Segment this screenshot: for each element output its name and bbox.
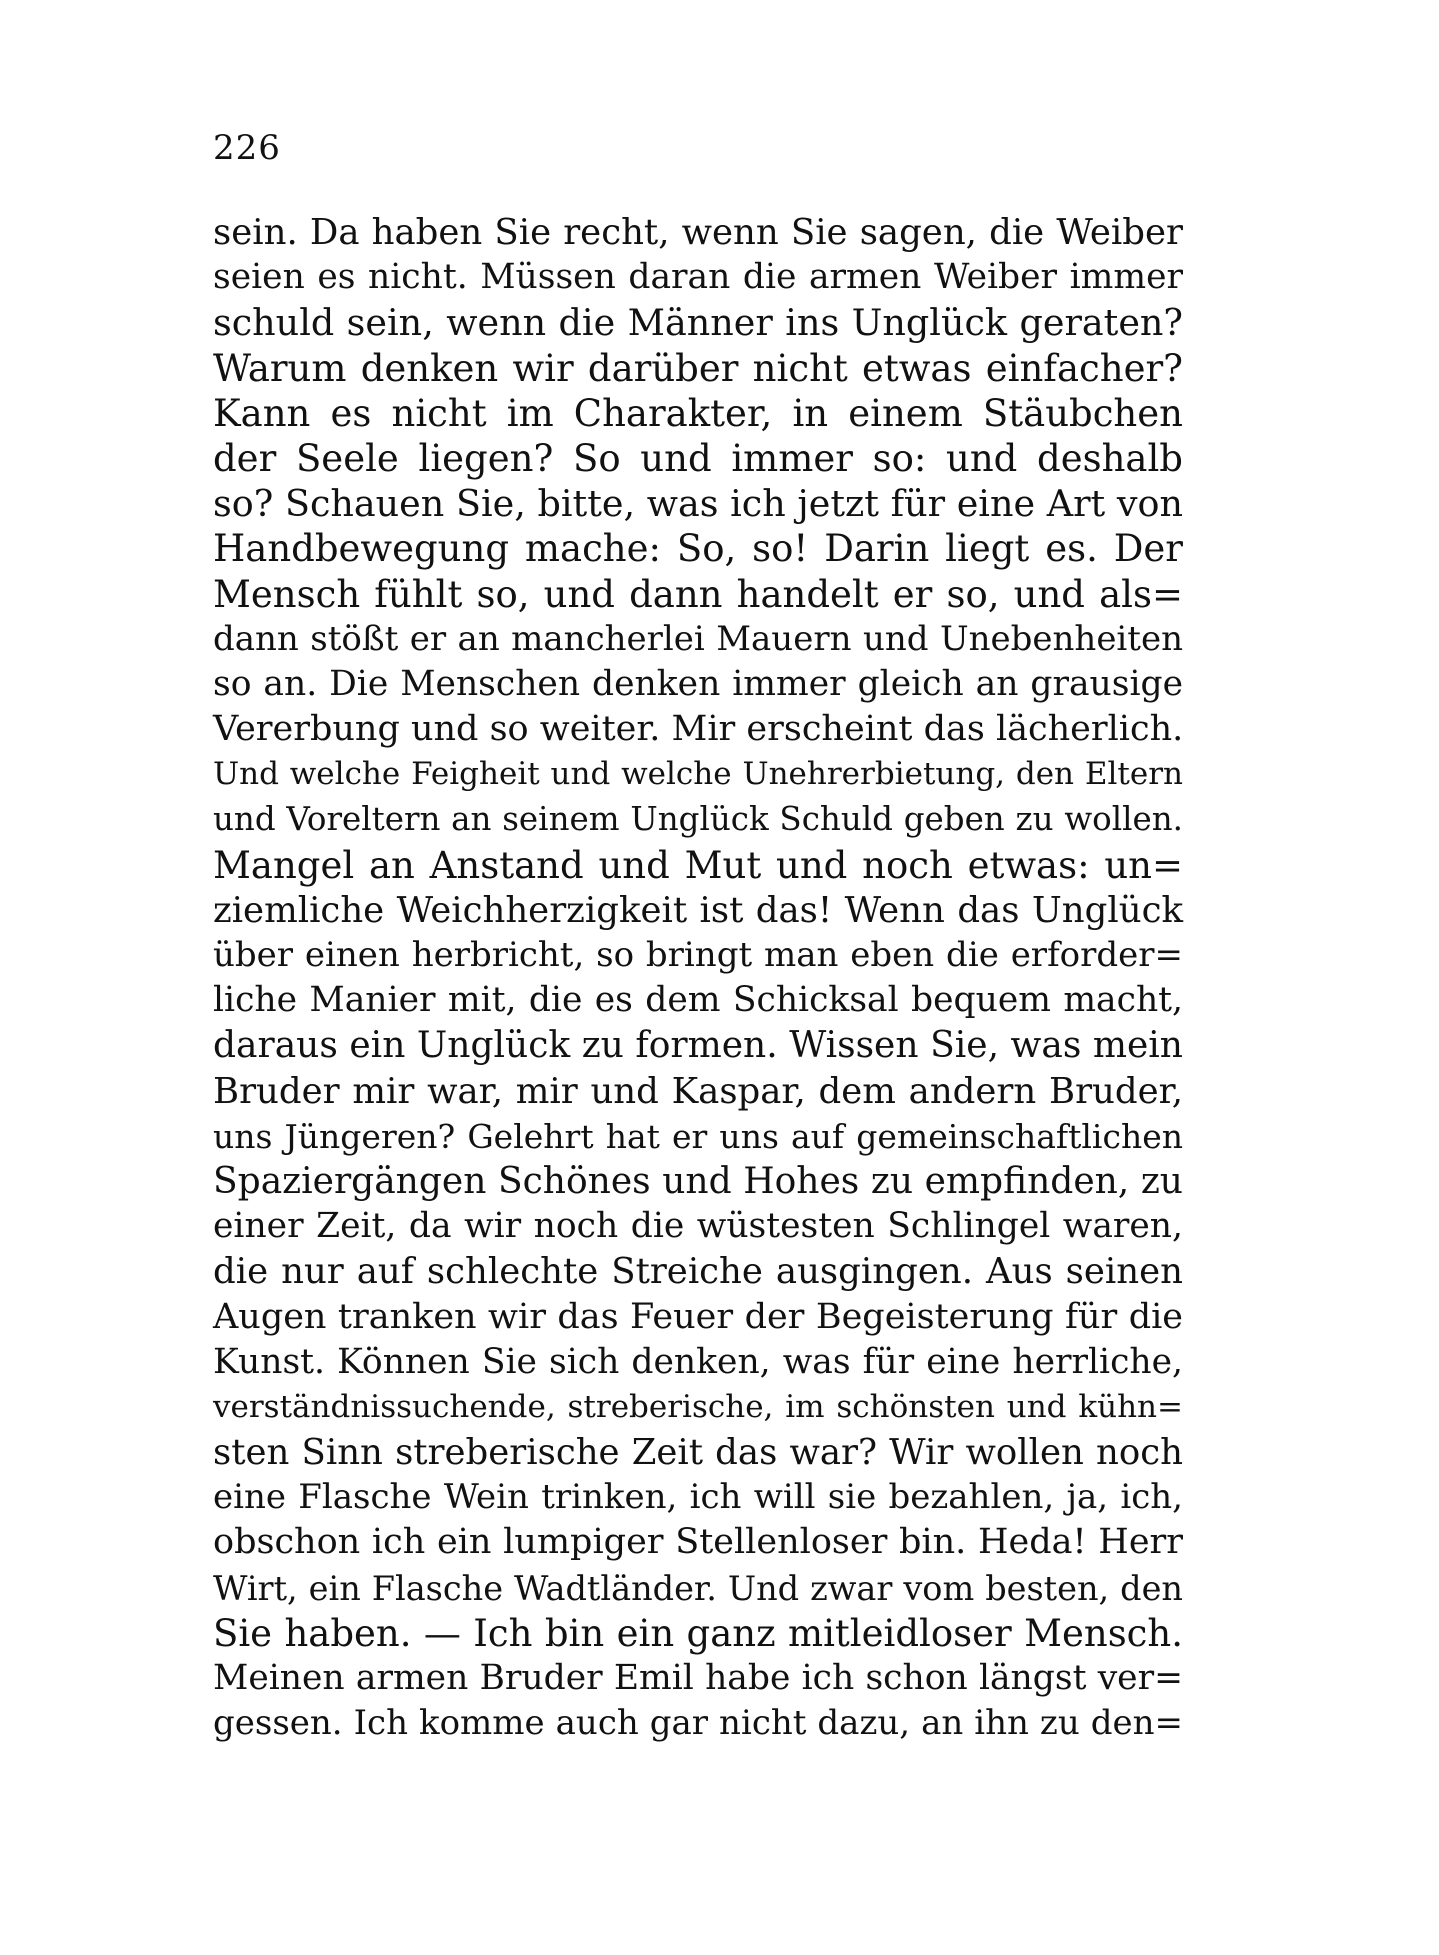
text-line: Sie haben. — Ich bin ein ganz mitleidloser Mensch. <box>213 1611 1183 1655</box>
text-line: Bruder mir war, mir und Kaspar, dem andern Bruder, <box>213 1070 1183 1112</box>
text-line: so an. Die Menschen denken immer gleich an grausige <box>213 663 1183 704</box>
text-line: über einen herbricht, so bringt man eben die erforder= <box>213 935 1183 975</box>
text-line: obschon ich ein lumpiger Stellenloser bin. Heda! Herr <box>213 1522 1183 1563</box>
text-line: die nur auf schlechte Streiche ausgingen. Aus seinen <box>213 1251 1183 1293</box>
text-line: Und welche Feigheit und welche Unehrerbietung, den Eltern <box>213 756 1183 793</box>
text-line: liche Manier mit, die es dem Schicksal bequem macht, <box>213 980 1183 1021</box>
text-line: eine Flasche Wein trinken, ich will sie bezahlen, ja, ich, <box>213 1477 1183 1518</box>
body-text <box>213 210 1183 1746</box>
text-line: sein. Da haben Sie recht, wenn Sie sagen, die Weiber <box>213 212 1183 253</box>
text-line: und Voreltern an seinem Unglück Schuld geben zu wollen. <box>213 800 1183 839</box>
text-line: schuld sein, wenn die Männer ins Unglück geraten? <box>213 301 1183 345</box>
text-line: sten Sinn streberische Zeit das war? Wir wollen noch <box>213 1432 1183 1474</box>
text-line: Spaziergängen Schönes und Hohes zu empfinden, zu <box>213 1160 1183 1202</box>
page-number: 226 <box>213 128 281 168</box>
text-line: Warum denken wir darüber nicht etwas einfacher? <box>213 346 1183 390</box>
text-line: ziemliche Weichherzigkeit ist das! Wenn das Unglück <box>213 889 1183 931</box>
text-line: Mangel an Anstand und Mut und noch etwas: un= <box>213 843 1183 887</box>
text-line: daraus ein Unglück zu formen. Wissen Sie, was mein <box>213 1025 1183 1067</box>
text-line: Kann es nicht im Charakter, in einem Stäubchen <box>213 391 1183 435</box>
text-line: so? Schauen Sie, bitte, was ich jetzt für eine Art von <box>213 482 1183 526</box>
text-line: Vererbung und so weiter. Mir erscheint das lächerlich. <box>213 709 1184 750</box>
text-line: dann stößt er an mancherlei Mauern und Unebenheiten <box>213 618 1183 659</box>
text-line: uns Jüngeren? Gelehrt hat er uns auf gemeinschaftlichen <box>213 1116 1183 1156</box>
text-line: Meinen armen Bruder Emil habe ich schon längst ver= <box>213 1658 1183 1698</box>
text-line: Mensch fühlt so, und dann handelt er so, und als= <box>213 572 1183 616</box>
text-line: einer Zeit, da wir noch die wüstesten Schlingel waren, <box>213 1206 1183 1247</box>
text-line: verständnissuchende, streberische, im schönsten und kühn= <box>213 1388 1183 1425</box>
text-line: Wirt, ein Flasche Wadtländer. Und zwar vom besten, den <box>213 1568 1183 1608</box>
text-line: seien es nicht. Müssen daran die armen Weiber immer <box>213 257 1183 298</box>
text-line: der Seele liegen? So und immer so: und deshalb <box>213 436 1183 480</box>
text-line: Augen tranken wir das Feuer der Begeisterung für die <box>213 1296 1183 1337</box>
text-line: Kunst. Können Sie sich denken, was für eine herrliche, <box>213 1341 1183 1382</box>
text-line: gessen. Ich komme auch gar nicht dazu, an ihn zu den= <box>213 1703 1183 1744</box>
text-line: Handbewegung mache: So, so! Darin liegt es. Der <box>213 527 1183 571</box>
